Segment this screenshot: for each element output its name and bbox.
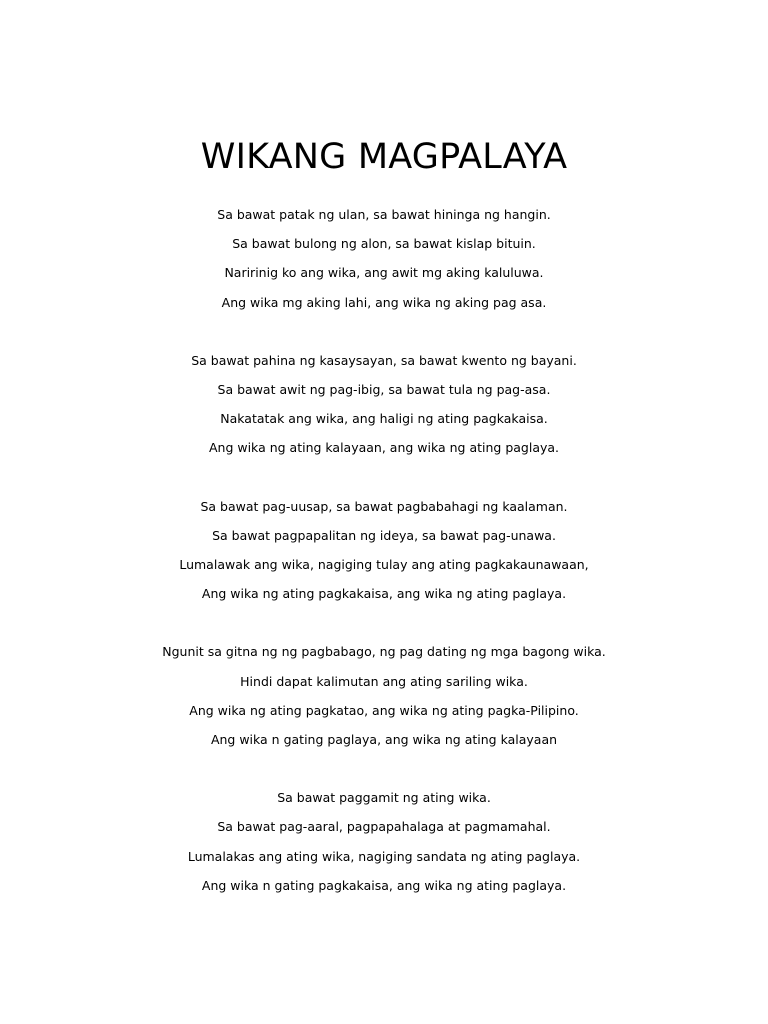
poem-line: Sa bawat pag-aaral, pagpapahalaga at pagmamahal. — [217, 819, 551, 835]
poem-line: Sa bawat pahina ng kasaysayan, sa bawat kwento ng bayani. — [191, 352, 577, 368]
poem-line: Sa bawat bulong ng alon, sa bawat kislap bituin. — [232, 236, 536, 252]
stanza-2 — [0, 346, 768, 463]
poem-line: Ngunit sa gitna ng ng pagbabago, ng pag dating ng mga bagong wika. — [162, 644, 606, 660]
poem-line: Ang wika n gating paglaya, ang wika ng ating kalayaan — [210, 732, 558, 748]
poem-line: Sa bawat paggamit ng ating wika. — [277, 790, 491, 806]
poem-line: Lumalawak ang wika, nagiging tulay ang ating pagkakaunawaan, — [179, 557, 589, 573]
poem-line: Ang wika mg aking lahi, ang wika ng aking pag asa. — [221, 294, 547, 310]
poem-line: Lumalakas ang ating wika, nagiging sandata ng ating paglaya. — [187, 848, 581, 864]
poem-line: Ang wika ng ating pagkatao, ang wika ng ating pagka-Pilipino. — [189, 702, 579, 718]
poem-title: WIKANG MAGPALAYA — [200, 137, 568, 177]
poem-body — [0, 200, 768, 929]
stanza-4 — [0, 637, 768, 754]
stanza-1 — [0, 200, 768, 317]
stanza-3 — [0, 492, 768, 609]
poem-line: Ang wika n gating pagkakaisa, ang wika ng ating paglaya. — [201, 877, 567, 893]
poem-line: Ang wika ng ating kalayaan, ang wika ng ating paglaya. — [208, 440, 560, 456]
poem-line: Naririnig ko ang wika, ang awit mg aking kaluluwa. — [224, 265, 544, 281]
poem-line: Hindi dapat kalimutan ang ating sariling wika. — [240, 673, 528, 689]
stanza-5 — [0, 783, 768, 900]
poem-line: Sa bawat patak ng ulan, sa bawat hininga ng hangin. — [217, 207, 551, 222]
poem-line: Nakatatak ang wika, ang haligi ng ating pagkakaisa. — [220, 411, 548, 427]
poem-line: Sa bawat awit ng pag-ibig, sa bawat tula ng pag-asa. — [217, 382, 551, 398]
poem-line: Sa bawat pagpapalitan ng ideya, sa bawat pag-unawa. — [212, 527, 556, 543]
poem-line: Ang wika ng ating pagkakaisa, ang wika ng ating paglaya. — [201, 586, 567, 602]
poem-line: Sa bawat pag-uusap, sa bawat pagbabahagi ng kaalaman. — [200, 498, 568, 514]
